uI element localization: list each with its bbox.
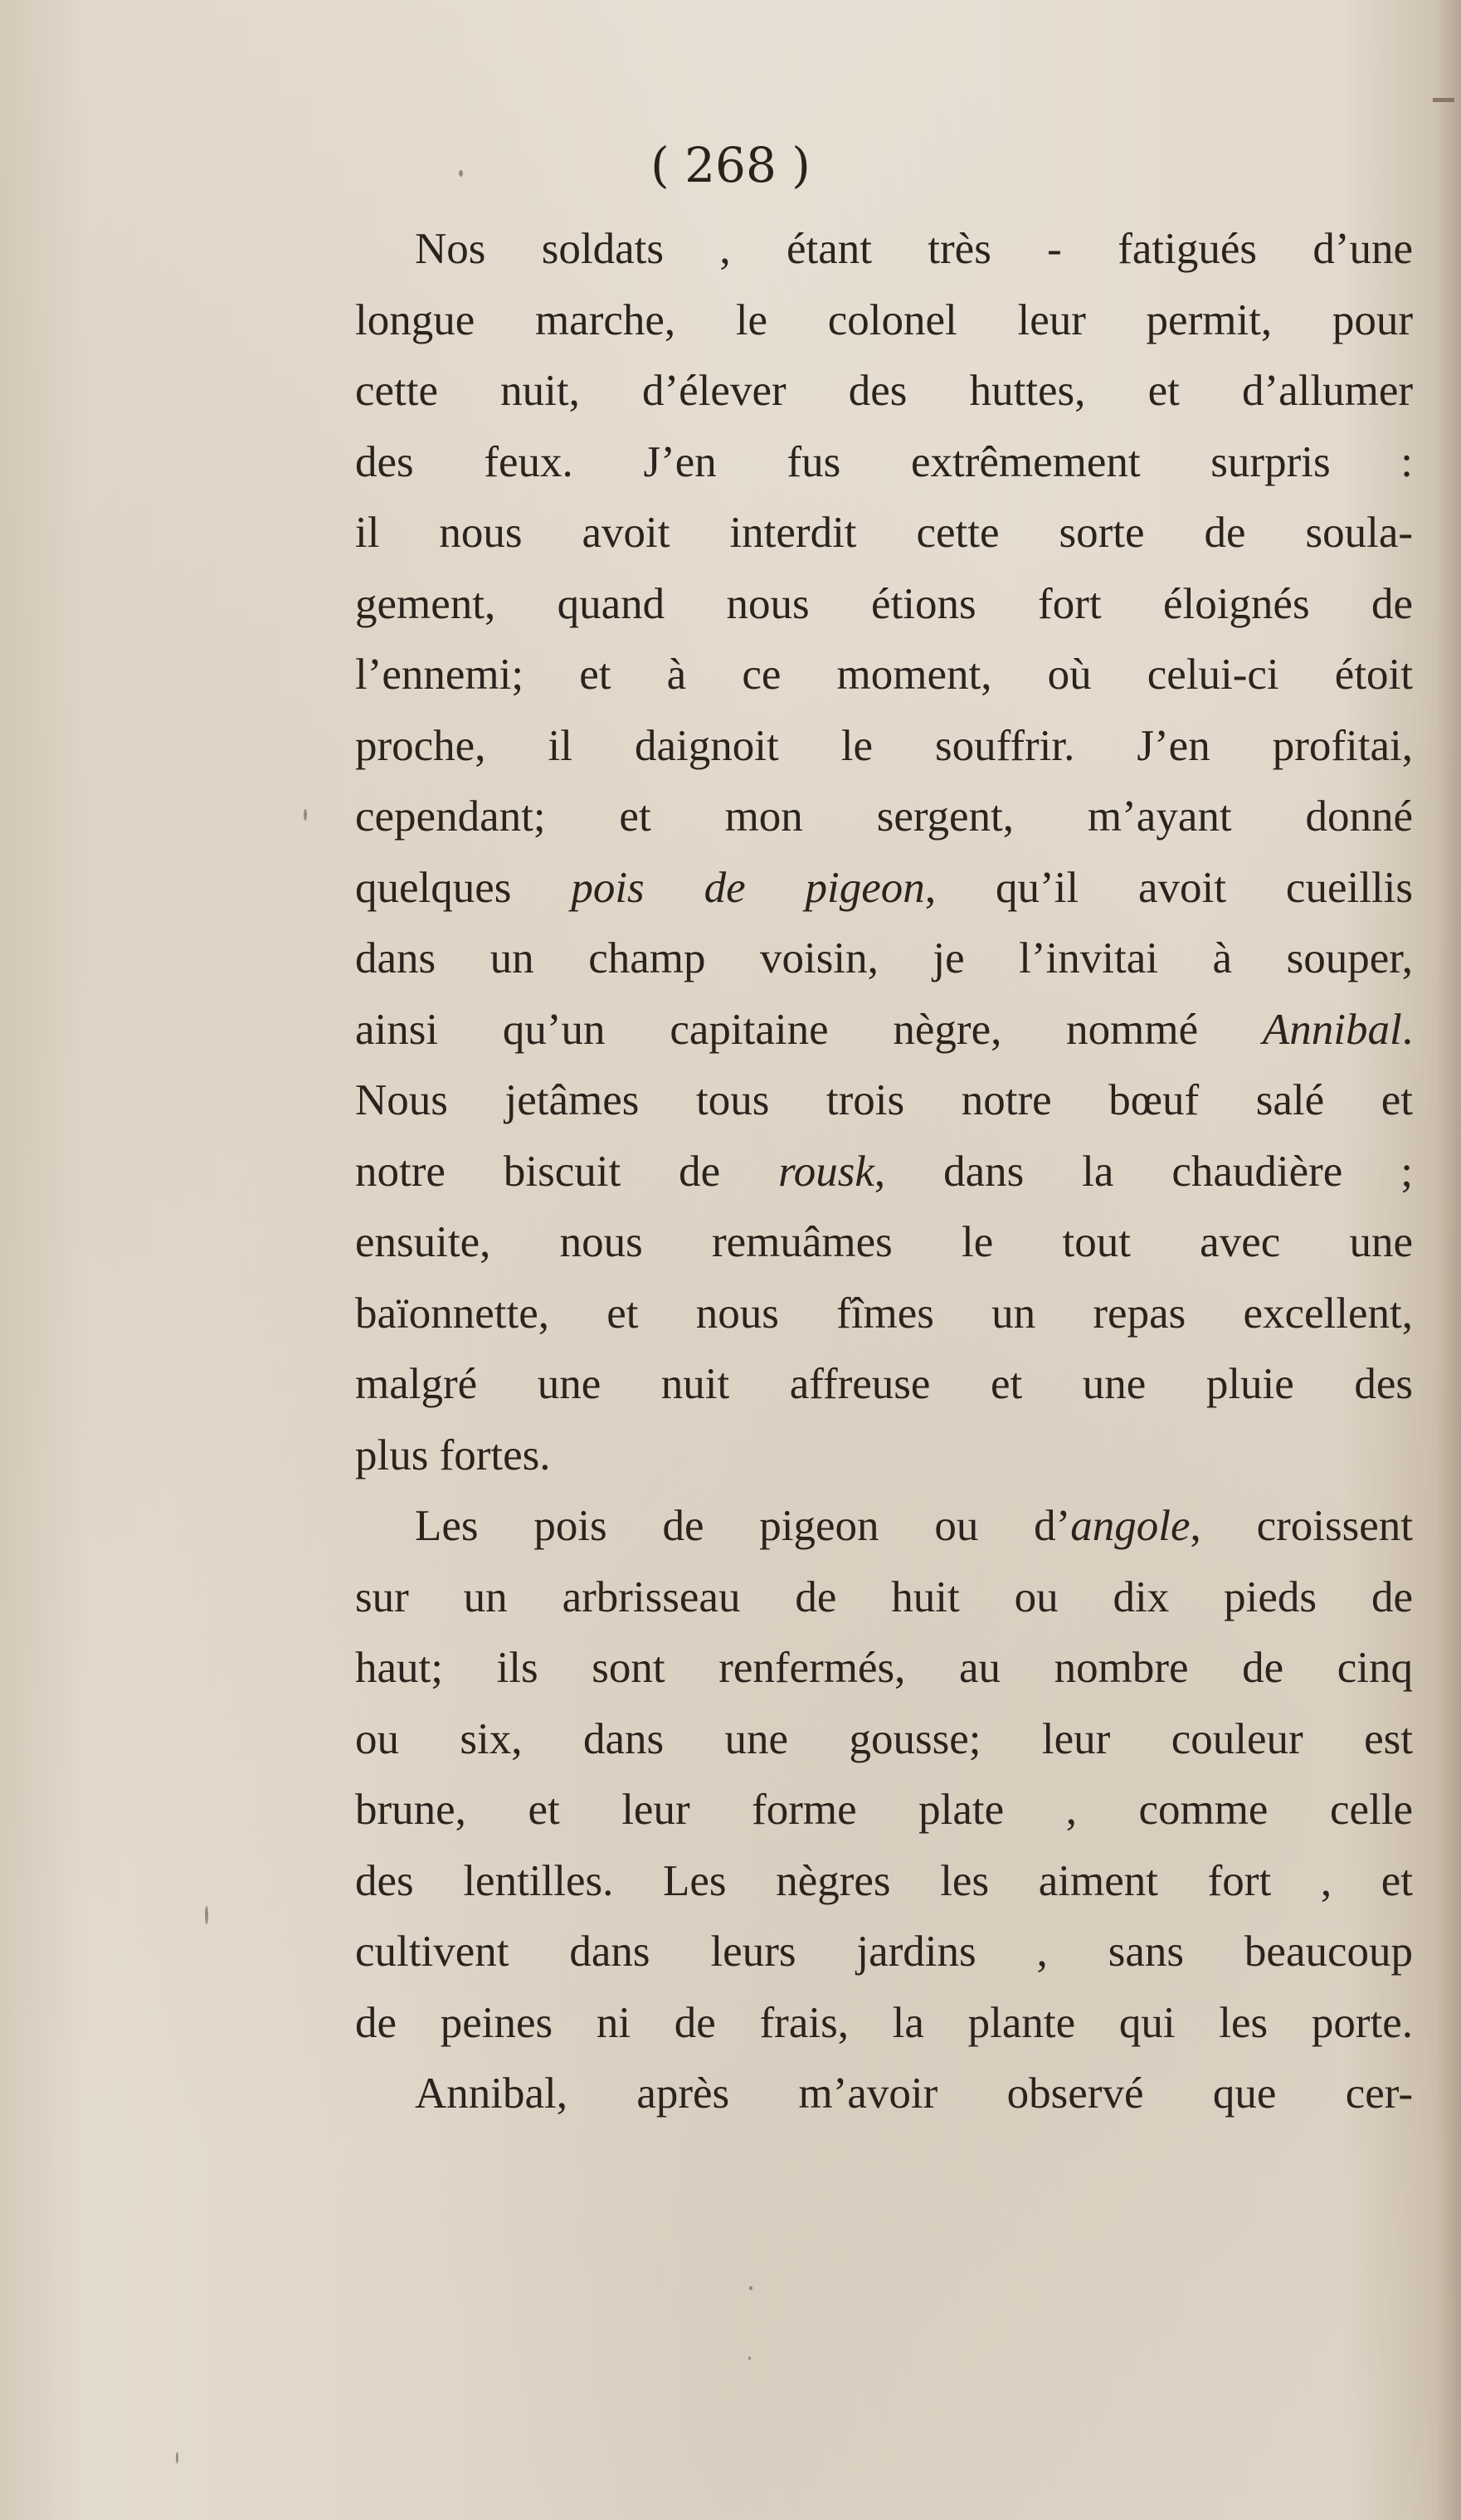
paper-speck — [459, 170, 463, 177]
text-line: cette nuit, d’élever des huttes, et d’allumer — [355, 367, 1413, 415]
page-number: ( 268 ) — [650, 137, 811, 193]
text-line: proche, il daignoit le souffrir. J’en profitai, — [355, 721, 1413, 770]
paper-speck — [749, 2286, 752, 2290]
text-line: longue marche, le colonel leur permit, pour — [355, 295, 1413, 344]
text-line: Annibal, après m’avoir observé que cer- — [415, 2069, 1413, 2118]
text-line: notre biscuit de rousk, dans la chaudière ; — [355, 1147, 1414, 1196]
italic-term: rousk — [778, 1147, 874, 1196]
body-text — [355, 214, 1413, 2130]
text-line: sur un arbrisseau de huit ou dix pieds de — [355, 1572, 1413, 1621]
text-line: dans un champ voisin, je l’invitai à souper, — [355, 934, 1413, 982]
text-line: quelques pois de pigeon, qu’il avoit cueillis — [355, 863, 1413, 912]
paper-speck — [304, 809, 307, 821]
text-line: baïonnette, et nous fîmes un repas excellent, — [355, 1289, 1413, 1338]
text-line: malgré une nuit affreuse et une pluie des — [355, 1360, 1413, 1408]
paper-speck — [205, 1906, 208, 1924]
text-line: de peines ni de frais, la plante qui les porte. — [355, 1998, 1413, 2047]
text-line: plus fortes. — [355, 1431, 551, 1479]
text-line: cultivent dans leurs jardins , sans beaucoup — [355, 1928, 1413, 1976]
text-line: ou six, dans une gousse; leur couleur est — [355, 1714, 1413, 1763]
text-line: Les pois de pigeon ou d’angole, croissent — [415, 1502, 1413, 1550]
text-line: gement, quand nous étions fort éloignés de — [355, 579, 1413, 628]
text-line: cependant; et mon sergent, m’ayant donné — [355, 792, 1413, 841]
text-line: Nous jetâmes tous trois notre bœuf salé et — [355, 1076, 1413, 1124]
italic-term: pois de pigeon — [571, 863, 925, 912]
text-line: ensuite, nous remuâmes le tout avec une — [355, 1218, 1413, 1266]
text-line: Nos soldats , étant très - fatigués d’une — [415, 225, 1413, 273]
edge-mark — [1433, 98, 1454, 102]
text-line: des feux. J’en fus extrêmement surpris : — [355, 437, 1413, 486]
text-line: des lentilles. Les nègres les aiment fort , et — [355, 1856, 1413, 1905]
italic-name: Annibal — [1262, 1005, 1402, 1054]
page-edge-shadow — [1436, 0, 1461, 2520]
italic-term: angole — [1070, 1502, 1191, 1550]
text-line: ainsi qu’un capitaine nègre, nommé Annibal. — [355, 1005, 1413, 1054]
text-line: brune, et leur forme plate , comme celle — [355, 1786, 1413, 1834]
text-line: il nous avoit interdit cette sorte de soula- — [355, 509, 1413, 557]
paper-speck — [748, 2357, 751, 2360]
paper-speck — [176, 2452, 178, 2464]
text-line: haut; ils sont renfermés, au nombre de cinq — [355, 1644, 1413, 1692]
text-line: l’ennemi; et à ce moment, où celui-ci étoit — [355, 651, 1413, 699]
